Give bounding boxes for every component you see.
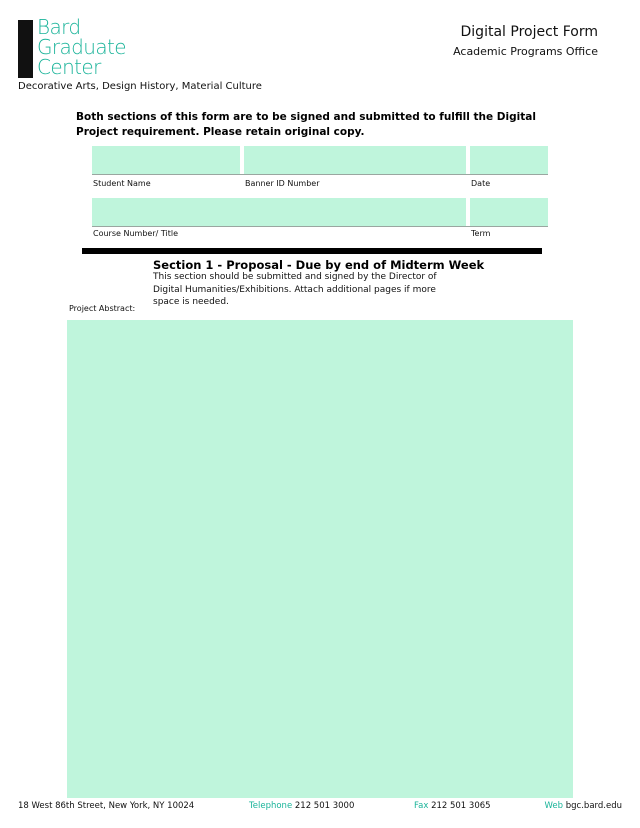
- banner-id-label: Banner ID Number: [245, 179, 320, 188]
- footer-web: [545, 801, 622, 811]
- course-field[interactable]: [92, 198, 466, 226]
- section1-description: This section should be submitted and signed by the Director of Digital Humanities/Exhibitions. Attach additional pages if more space is needed.: [153, 272, 437, 307]
- logo-line-graduate: Graduate: [37, 35, 126, 59]
- logo-mark: [18, 20, 33, 78]
- section-divider: [82, 248, 542, 254]
- logo-line-bard: Bard: [37, 15, 81, 39]
- form-title: Digital Project Form: [460, 24, 598, 40]
- instructions: Both sections of this form are to be signed and submitted to fulfill the Digital Project requirement. Please retain original copy.: [76, 111, 536, 138]
- section1-title: Section 1 - Proposal - Due by end of Midterm Week: [153, 258, 485, 272]
- footer-fax-value: 212 501 3065: [431, 801, 491, 811]
- logo-line-center: Center: [37, 55, 101, 79]
- footer-telephone-label: Telephone: [249, 801, 293, 811]
- logo-wordmark: [37, 17, 126, 77]
- footer-telephone-value: 212 501 3000: [294, 801, 355, 811]
- footer-web-value[interactable]: bgc.bard.edu: [565, 801, 622, 811]
- form-office: Academic Programs Office: [453, 45, 598, 58]
- footer-fax-label: Fax: [414, 801, 429, 811]
- student-name-label: Student Name: [93, 179, 151, 188]
- footer-address: 18 West 86th Street, New York, NY 10024: [18, 801, 195, 811]
- footer-fax: [414, 801, 491, 811]
- footer-telephone: [249, 801, 354, 811]
- term-field[interactable]: [470, 198, 548, 226]
- logo-tagline: Decorative Arts, Design History, Material Culture: [18, 81, 262, 92]
- footer-web-label: Web: [544, 801, 564, 811]
- date-label: Date: [471, 179, 491, 188]
- student-name-field[interactable]: [92, 146, 240, 174]
- project-abstract-field[interactable]: [67, 320, 573, 798]
- date-field[interactable]: [470, 146, 548, 174]
- course-label: Course Number/ Title: [93, 229, 178, 238]
- row1-rule: [92, 174, 548, 175]
- project-abstract-label: Project Abstract:: [69, 304, 136, 313]
- banner-id-field[interactable]: [244, 146, 466, 174]
- term-label: Term: [471, 229, 491, 238]
- row2-rule: [92, 226, 548, 227]
